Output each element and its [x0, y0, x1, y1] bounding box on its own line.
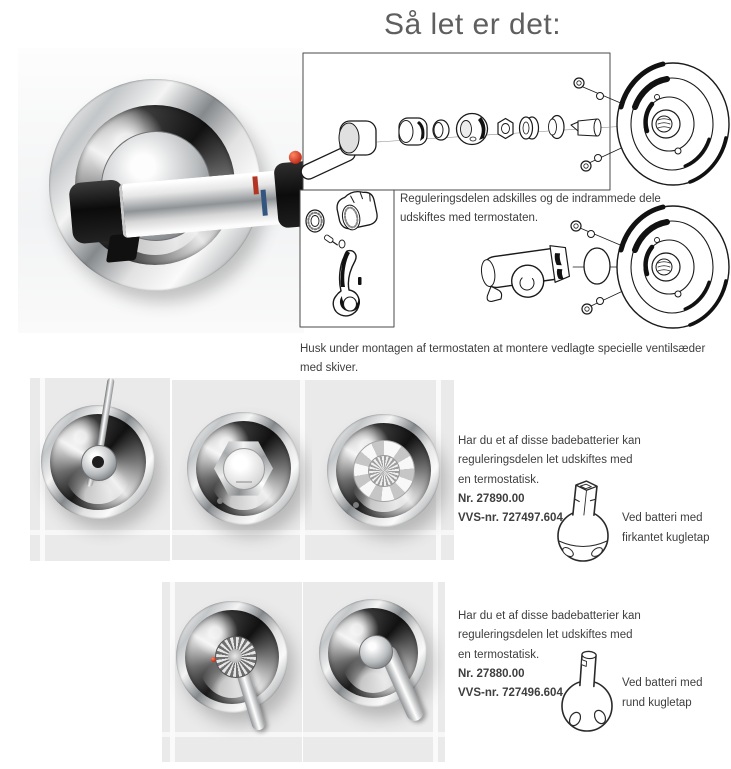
washer-part — [306, 210, 324, 232]
offer-article-number: Nr. 27880.00 — [458, 667, 525, 680]
assembly-reminder-note: Husk under montagen af termostaten at montere vedlagte specielle ventilsæder med skiver. — [300, 343, 706, 374]
ball-part — [457, 114, 488, 145]
offer-desc-line: reguleringsdelen let udskiftes med — [458, 629, 633, 642]
handle-chrome-cylinder — [119, 170, 286, 238]
valve-photo-lever-up — [30, 378, 170, 561]
pin-caption-line2: firkantet kugletap — [622, 532, 710, 544]
square-ball-pin-drawing — [556, 476, 610, 564]
escutcheon — [327, 414, 440, 527]
diagram-note-line2: udskiftes med termostaten. — [400, 212, 539, 224]
pin-caption-line1: Ved batteri med — [622, 677, 703, 689]
escutcheon — [319, 599, 427, 707]
offer-desc-line: en termostatisk. — [458, 648, 540, 661]
screw-dot — [217, 498, 223, 504]
pin-caption-line1: Ved batteri med — [622, 512, 703, 524]
rosette-center — [228, 649, 242, 663]
knob-starburst — [368, 455, 400, 487]
escutcheon — [176, 601, 288, 713]
round-pin-caption — [622, 673, 703, 713]
gasket-oval — [584, 248, 610, 284]
offer-desc-line: en termostatisk. — [458, 473, 540, 486]
offer-vvs-number: VVS-nr. 727497.604 — [458, 512, 563, 525]
thermostat-cartridge-drawing — [479, 244, 571, 304]
screw-dot — [353, 502, 359, 508]
offer-vvs-number: VVS-nr. 727496.604 — [458, 687, 563, 700]
escutcheon — [187, 412, 300, 525]
valve-photo-crystal-knob — [312, 380, 454, 560]
ring-part — [433, 120, 449, 140]
offer-article-number: Nr. 27890.00 — [458, 492, 525, 505]
offer-desc-line: Har du et af disse badebatterier kan — [458, 435, 641, 447]
seal-stack-part — [520, 117, 539, 139]
offer-desc-line: reguleringsdelen let udskiftes med — [458, 454, 633, 467]
page-title: Så let er det: — [384, 8, 562, 41]
red-index-dot — [211, 657, 216, 662]
diagram-note-line1: Reguleringsdelen adskilles og de indrammede dele — [400, 193, 661, 205]
pin-caption-line2: rund kugletap — [622, 697, 692, 709]
offer-block-27890 — [458, 432, 641, 528]
main-thermostat-photo — [18, 48, 304, 333]
handle-bracket — [106, 233, 140, 263]
escutcheon — [41, 405, 155, 519]
cap-part — [399, 118, 427, 145]
valve-hub — [359, 635, 393, 669]
valve-photo-lever-smooth — [303, 582, 445, 762]
offer-desc-line: Har du et af disse badebatterier kan — [458, 610, 641, 622]
hub-center — [92, 456, 104, 468]
valve-photo-hex-knob — [172, 380, 314, 560]
knob-cap — [223, 448, 265, 490]
escutcheon-plate-drawing-top — [617, 63, 729, 185]
diagram-note — [400, 190, 680, 228]
round-ball-pin-drawing — [560, 646, 614, 734]
valve-photo-lever-rosette — [162, 582, 302, 762]
square-pin-caption — [622, 508, 710, 548]
